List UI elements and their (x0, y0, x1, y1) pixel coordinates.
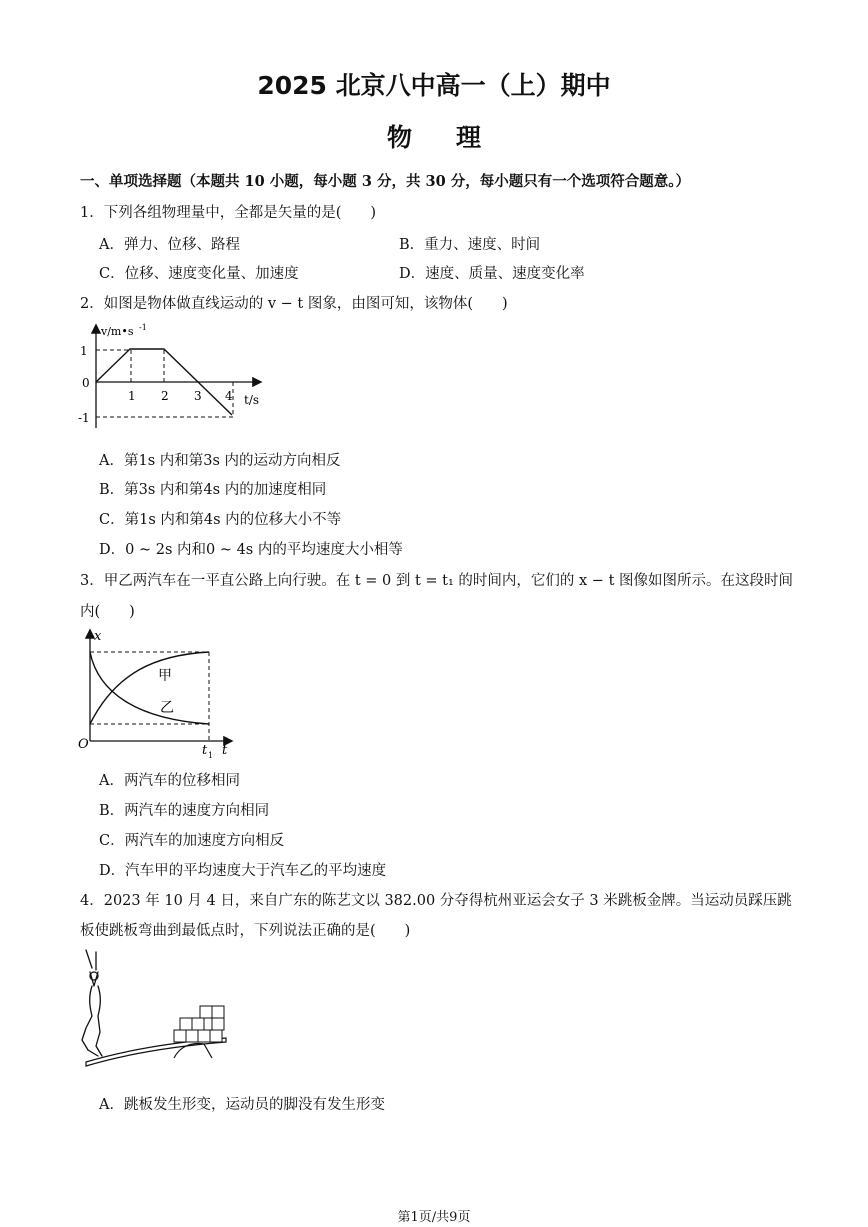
vt-y-tick-1: 1 (80, 344, 88, 358)
vt-x-tick-1: 1 (128, 389, 136, 403)
vt-y-label: v/m•s (101, 325, 134, 338)
question-3-stem-line2: 内( ) (80, 604, 135, 620)
athlete-figure (82, 950, 102, 1056)
question-4-stem-line2: 板使跳板弯曲到最低点时，下列说法正确的是( ) (80, 923, 411, 939)
section-heading: 一、单项选择题（本题共 10 小题，每小题 3 分，共 30 分，每小题只有一个选项符合题意。） (80, 173, 690, 190)
question-2-option-a: A．第1s 内和第3s 内的运动方向相反 (99, 453, 341, 469)
question-3-option-c: C．两汽车的加速度方向相反 (99, 833, 285, 849)
xt-t1-sub: 1 (208, 751, 214, 759)
question-2-option-c: C．第1s 内和第4s 内的位移大小不等 (99, 512, 342, 528)
vt-x-tick-2: 2 (161, 389, 169, 403)
xt-x-label: t (222, 743, 228, 758)
vt-y-tick-neg1: -1 (78, 411, 90, 425)
vt-y-tick-0: 0 (82, 376, 90, 390)
vt-y-label-sup: -1 (139, 323, 147, 332)
curve-yi (90, 652, 209, 724)
diving-board-illustration (76, 946, 236, 1068)
question-1-stem: 1．下列各组物理量中，全都是矢量的是( ) (80, 205, 377, 221)
question-4-stem-line1: 4．2023 年 10 月 4 日，来自广东的陈艺文以 382.00 分夺得杭州亚运会女子 3 米跳板金牌。当运动员踩压跳 (80, 893, 792, 909)
vt-x-tick-4: 4 (225, 389, 233, 403)
curve-jia-label: 甲 (158, 668, 172, 684)
question-1-option-a: A．弹力、位移、路程 (99, 237, 240, 253)
question-4-option-a: A．跳板发生形变，运动员的脚没有发生形变 (99, 1097, 385, 1113)
vt-x-label: t/s (244, 393, 260, 407)
question-3-option-d: D．汽车甲的平均速度大于汽车乙的平均速度 (99, 863, 387, 879)
xt-y-label: x (94, 629, 102, 644)
question-3-stem-line1: 3．甲乙两汽车在一平直公路上向行驶。在 t = 0 到 t = t₁ 的时间内，它们的 x − t 图像如图所示。在这段时间 (80, 573, 794, 589)
page-title: 2025 北京八中高一（上）期中 (257, 71, 611, 100)
xt-t1-label: t (202, 743, 208, 758)
page-footer: 第1页/共9页 (397, 1210, 471, 1225)
xt-graph (76, 627, 241, 759)
question-3-option-b: B．两汽车的速度方向相同 (99, 803, 270, 819)
question-2-option-d: D．0 ~ 2s 内和0 ~ 4s 内的平均速度大小相等 (99, 542, 403, 558)
xt-origin-label: O (78, 737, 89, 752)
board-blocks (174, 1006, 224, 1042)
question-1-option-c: C．位移、速度变化量、加速度 (99, 266, 299, 282)
vt-graph (78, 320, 278, 435)
question-2-option-b: B．第3s 内和第4s 内的加速度相同 (99, 482, 327, 498)
curve-yi-label: 乙 (160, 700, 174, 716)
question-2-stem: 2．如图是物体做直线运动的 v − t 图象，由图可知，该物体( ) (80, 296, 508, 312)
question-1-option-d: D．速度、质量、速度变化率 (399, 266, 585, 282)
subject-title: 物理 (386, 123, 525, 152)
question-3-option-a: A．两汽车的位移相同 (99, 773, 240, 789)
question-1-option-b: B．重力、速度、时间 (399, 237, 541, 253)
vt-x-tick-3: 3 (194, 389, 202, 403)
